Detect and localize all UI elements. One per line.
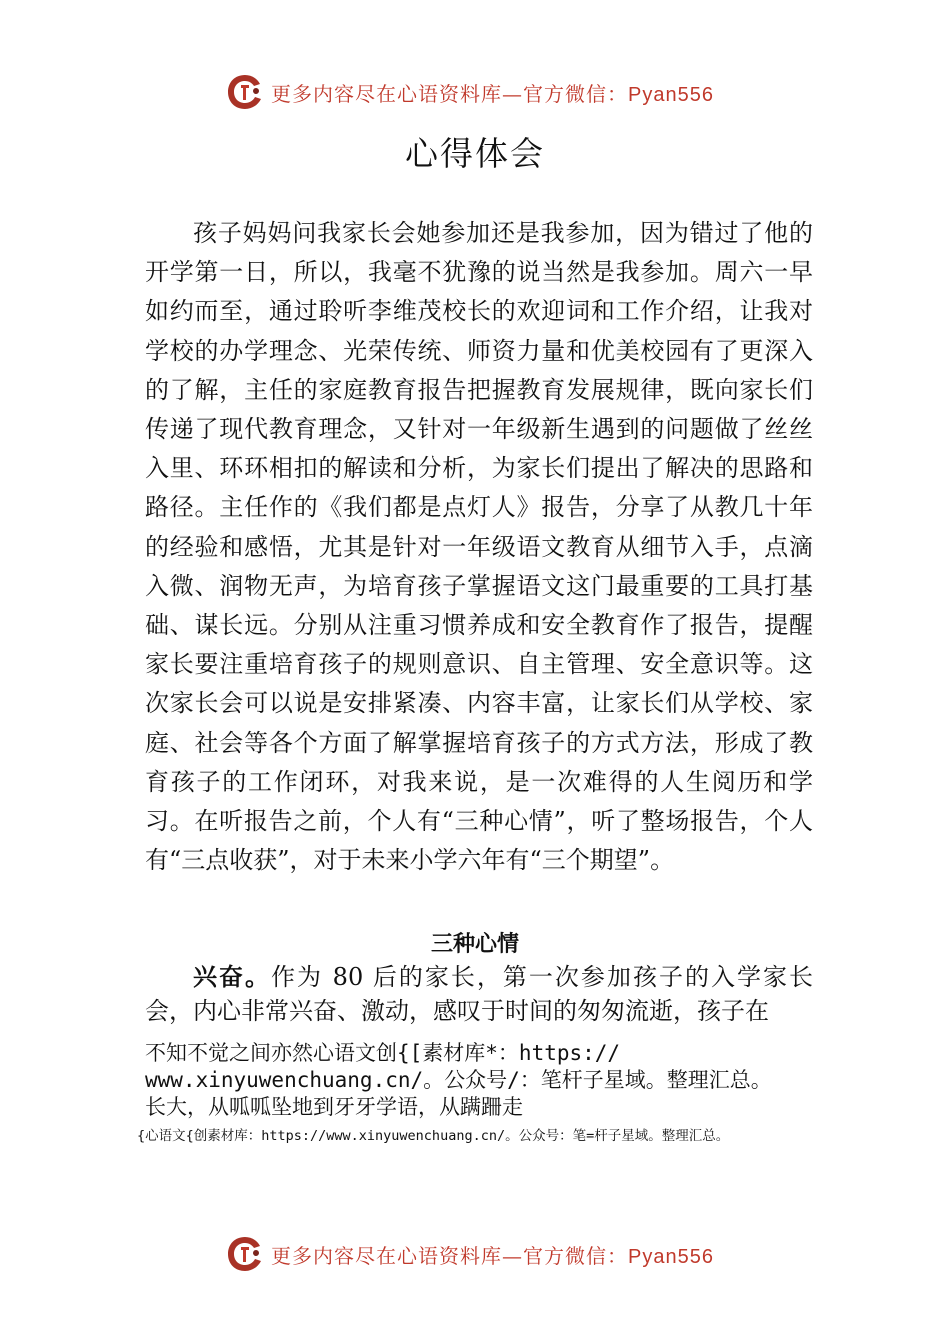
section-paragraph-text: 作为 80 后的家长，第一次参加孩子的入学家长会，内心非常兴奋、激动，感叹于时间的匆匆流逝，孩子在 bbox=[145, 963, 814, 1025]
intro-paragraph: 孩子妈妈问我家长会她参加还是我参加，因为错过了他的开学第一日，所以，我毫不犹豫的说当然是我参加。周六一早如约而至，通过聆听李维茂校长的欢迎词和工作介绍，让我对学校的办学理念、光荣传统、师资力量和优美校园有了更深入的了解，主任的家庭教育报告把握教育发展规律，既向家长们传递了现代教育理念，又针对一年级新生遇到的问题做了丝丝入里、环环相扣的解读和分析，为家长们提出了解决的思路和路径。主任作的《我们都是点灯人》报告，分享了从教几十年的经验和感悟，尤其是针对一年级语文教育从细节入手，点滴入微、润物无声，为培育孩子掌握语文这门最重要的工具打基础、谋长远。分别从注重习惯养成和安全教育作了报告，提醒家长要注重培育孩子的规则意识、自主管理、安全意识等。这次家长会可以说是安排紧凑、内容丰富，让家长们从学校、家庭、社会等各个方面了解掌握培育孩子的方式方法，形成了教育孩子的工作闭环，对我来说，是一次难得的人生阅历和学习。在听报告之前，个人有“三种心情”，听了整场报告，个人有“三点收获”，对于未来小学六年有“三个期望”。 bbox=[145, 219, 813, 875]
inserted-text-block bbox=[145, 1040, 845, 1121]
page-title: 心得体会 bbox=[405, 134, 545, 173]
inserted-line-1: 不知不觉之间亦然心语文创{[素材库*：https:// bbox=[145, 1041, 621, 1065]
inserted-line-3: 长大，从呱呱坠地到牙牙学语，从蹒跚走 bbox=[145, 1095, 523, 1119]
section-paragraph bbox=[145, 960, 813, 1028]
footer-wechat-id: Pyan556 bbox=[628, 1245, 714, 1268]
inserted-line-2: www.xinyuwenchuang.cn/。公众号/：笔杆子星域。整理汇总。 bbox=[145, 1068, 772, 1092]
header-banner bbox=[225, 72, 725, 112]
footnote-text: {心语文{创素材库：https://www.xinyuwenchuang.cn/。公众号：笔=杆子星域。整理汇总。 bbox=[137, 1128, 730, 1144]
footer-banner-text bbox=[271, 1240, 714, 1269]
footer-banner-label: 更多内容尽在心语资料库—官方微信： bbox=[271, 1243, 628, 1268]
ink-seal-logo-icon bbox=[225, 1234, 265, 1274]
footer-banner bbox=[225, 1234, 725, 1274]
section-lead: 兴奋。 bbox=[193, 963, 272, 991]
ink-seal-logo-icon bbox=[225, 72, 265, 112]
header-wechat-id: Pyan556 bbox=[628, 83, 714, 106]
header-banner-label: 更多内容尽在心语资料库—官方微信： bbox=[271, 81, 628, 106]
header-banner-text bbox=[271, 78, 714, 107]
section-heading: 三种心情 bbox=[430, 932, 519, 957]
